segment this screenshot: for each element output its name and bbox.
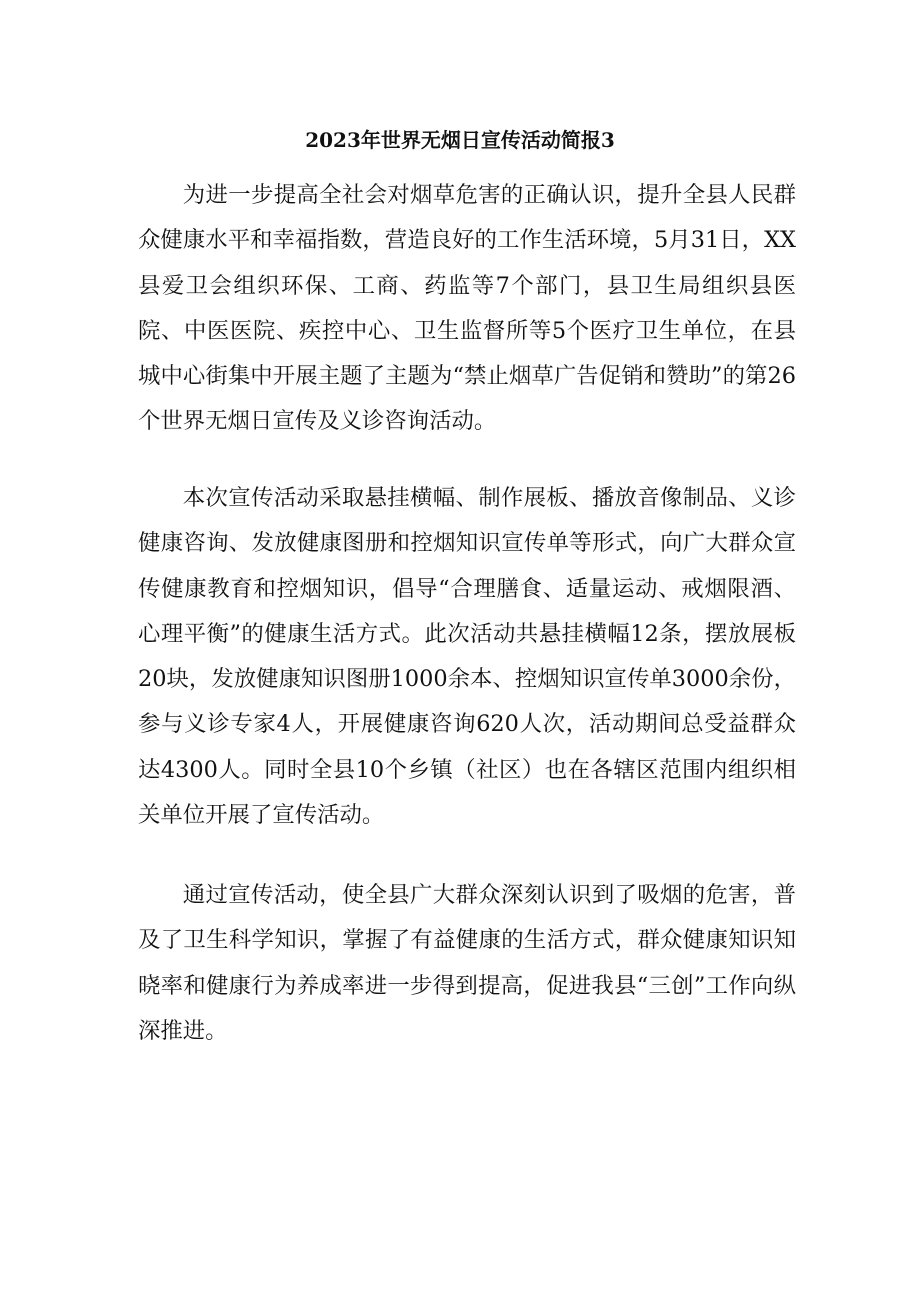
document-title: 2023年世界无烟日宣传活动简报3 bbox=[305, 128, 615, 152]
paragraph-activities: 本次宣传活动采取悬挂横幅、制作展板、播放音像制品、义诊健康咨询、发放健康图册和控烟知识宣传单等形式，向广大群众宣传健康教育和控烟知识，倡导“合理膳食、适量运动、戒烟限酒、心理平衡”的健康生活方式。此次活动共悬挂横幅12条，摆放展板20块，发放健康知识图册1000余本、控烟知识宣传单3000余份，参与义诊专家4人，开展健康咨询620人次，活动期间总受益群众达4300人。同时全县10个乡镇（社区）也在各辖区范围内组织相关单位开展了宣传活动。 bbox=[138, 485, 796, 829]
paragraph-outcome: 通过宣传活动，使全县广大群众深刻认识到了吸烟的危害，普及了卫生科学知识，掌握了有益健康的生活方式，群众健康知识知晓率和健康行为养成率进一步得到提高，促进我县“三创”工作向纵深推进。 bbox=[138, 882, 796, 1044]
paragraph-intro: 为进一步提高全社会对烟草危害的正确认识，提升全县人民群众健康水平和幸福指数，营造良好的工作生活环境，5月31日，XX县爱卫会组织环保、工商、药监等7个部门，县卫生局组织县医院、中医医院、疾控中心、卫生监督所等5个医疗卫生单位，在县城中心街集中开展主题了主题为“禁止烟草广告促销和赞助”的第26个世界无烟日宣传及义诊咨询活动。 bbox=[138, 182, 796, 435]
